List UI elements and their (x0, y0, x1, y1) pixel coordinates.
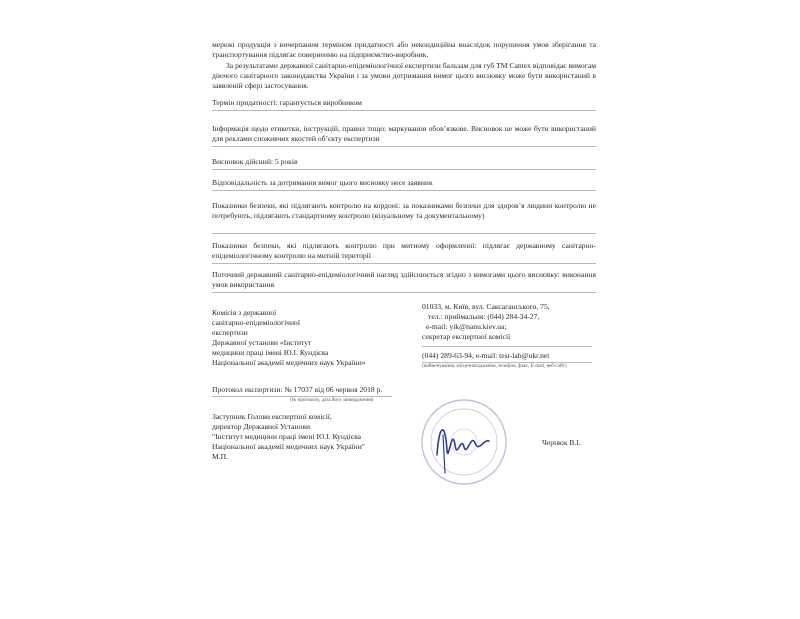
commission-line: медицини праці імені Ю.І. Кундієва (212, 348, 329, 357)
divider (212, 263, 596, 264)
signature-line: "Інститут медицини праці імені Ю.І. Кундієва (212, 432, 361, 441)
divider (212, 233, 596, 234)
signature-block (212, 412, 596, 462)
field-label-info: Інформація щодо етикетки, інструкцій, правил тощо: маркування обов’язкове. Висновок не може бути використаний для реклами споживчих якостей об’єкту експертизи (212, 124, 596, 143)
field-shelf-life: Термін придатності: гарантується виробником (212, 98, 362, 107)
field-validity: Висновок дійсний: 5 років (212, 157, 298, 166)
contacts-block (422, 302, 602, 370)
commission-line: експертизи (212, 328, 248, 337)
paragraph-return-policy: мережі продукція з вичерпаним терміном придатності або некондиційна внаслідок порушення умов зберігання та транспортування підлягає поверненню на підприємство-виробник. (212, 40, 596, 59)
commission-line: Національної академії медичних наук України» (212, 358, 366, 367)
signer-name: Чернюк В.І. (542, 438, 581, 447)
divider (212, 146, 596, 147)
commission-line: Державної установи «Інститут (212, 338, 312, 347)
signature-icon (437, 430, 489, 455)
signature-line: М.П. (212, 452, 229, 461)
signature-line: Заступник Голови експертної комісії, (212, 412, 332, 421)
divider (212, 396, 392, 397)
protocol-line (212, 385, 596, 395)
field-supervision: Поточний державний санітарно-епідеміологічний нагляд здійснюється згідно з вимогами цього висновку: виконання умов використання (212, 270, 596, 289)
contacts-caption: (найменування, місцезнаходження, телефон, факс, E-mail, веб-сайт) (422, 364, 567, 369)
commission-block (212, 308, 412, 368)
field-customs-control: Показники безпеки, які підлягають контролю при митному оформленні: підлягає державному санітарно-епідеміологічному контролю на митній території (212, 241, 596, 260)
divider (422, 346, 592, 347)
field-responsibility: Відповідальність за дотримання вимог цього висновку несе заявник (212, 178, 433, 187)
contact-secretary: секретар експертної комісії (422, 332, 511, 341)
field-border-control: Показники безпеки, які підлягають контролю на кордоні: за показниками безпеки для здоров’я людини контролю не потребують, підлягають стандартному контролю (візуальному та документальному) (212, 201, 596, 220)
divider (212, 169, 596, 170)
commission-line: Комісія з державної (212, 308, 277, 317)
protocol-text: Протокол експертизи: № 17037 від 06 червня 2018 р. (212, 385, 383, 394)
divider (212, 190, 596, 191)
contact-phone: тел.: приймальня: (044) 284-34-27, (428, 312, 540, 321)
signature-line: директор Державної Установи (212, 422, 311, 431)
signature-line: Національної академії медичних наук України" (212, 442, 365, 451)
divider (212, 292, 596, 293)
contact-phone2: (044) 289-63-94, e-mail: test-lab@ukr.net (422, 351, 550, 360)
divider (422, 362, 592, 363)
official-stamp-icon (417, 395, 512, 490)
paragraph-expertise-result: За результатами державної санітарно-епідеміологічної експертизи бальзам для губ ТМ Cantex відповідає вимогам діючого санітарного законодавства України і за умови дотримання вимог цього висновку може бути використаний в заявленій сфері застосування. (212, 61, 596, 90)
divider (212, 110, 596, 111)
commission-line: санітарно-епідеміологічної (212, 318, 300, 327)
protocol-caption: (№ протоколу, дата його затвердження) (290, 398, 374, 403)
contact-address: 01033, м. Київ, вул. Саксаганського, 75, (422, 302, 550, 311)
contact-email: e-mail: yik@nanu.kiev.ua; (426, 322, 507, 331)
